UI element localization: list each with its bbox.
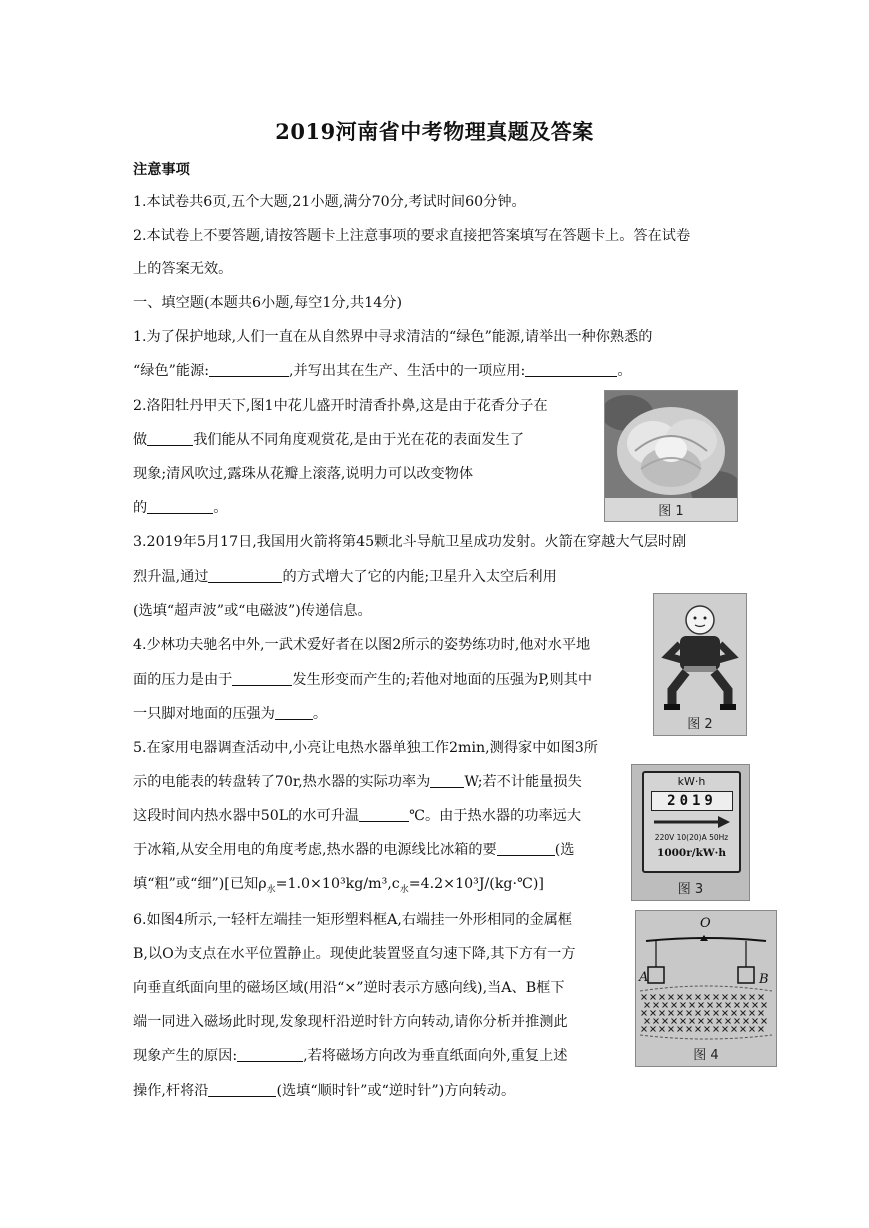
field-cross-icon: [687, 1011, 692, 1016]
field-cross-icon: [723, 1027, 728, 1032]
notice-item-2b: 上的答案无效。: [133, 261, 233, 277]
q6-line-5: [133, 1046, 568, 1066]
field-cross-icon: [660, 1011, 665, 1016]
field-cross-icon: [699, 1003, 704, 1008]
q3-text-b: 的方式增大了它的内能;卫星升入太空后利用: [282, 569, 557, 585]
q4-blank-2[interactable]: [275, 705, 313, 720]
meter-face: [642, 771, 741, 873]
field-cross-icon: [678, 1027, 683, 1032]
frame-b-icon: [738, 967, 754, 983]
field-cross-icon: [732, 1011, 737, 1016]
q2-line-3: 现象;清风吹过,露珠从花瓣上滚落,说明力可以改变物体: [133, 466, 474, 482]
q1-text-c: 。: [617, 363, 632, 379]
field-cross-icon: [744, 1019, 749, 1024]
field-cross-icon: [744, 1003, 749, 1008]
field-cross-icon: [750, 1027, 755, 1032]
field-cross-icon: [732, 995, 737, 1000]
q3-line-3: (选填“超声波”或“电磁波”)传递信息。: [133, 603, 372, 619]
page-title: 2019河南省中考物理真题及答案: [275, 119, 594, 144]
q5-text-h: =1.0×10³kg/m³,c: [275, 876, 400, 892]
field-cross-icon: [753, 1019, 758, 1024]
field-cross-icon: [762, 1019, 767, 1024]
q5-text-b: W;若不计能量损失: [464, 774, 582, 790]
field-cross-icon: [687, 995, 692, 1000]
field-cross-icon: [642, 1027, 647, 1032]
q5-text-f: (选: [554, 842, 575, 858]
figure-1-caption: 图 1: [605, 498, 737, 521]
field-cross-icon: [735, 1019, 740, 1024]
field-cross-icon: [708, 1003, 713, 1008]
field-cross-icon: [708, 1019, 713, 1024]
field-cross-icon: [642, 995, 647, 1000]
frame-a-icon: [648, 967, 664, 983]
field-cross-icon: [726, 1019, 731, 1024]
q5-text-d: ℃。由于热水器的功率远大: [409, 808, 582, 824]
lever-diagram: [636, 911, 776, 1066]
figure-1-peony: [604, 390, 738, 522]
q6-blank-2[interactable]: [208, 1082, 276, 1097]
field-cross-icon: [723, 995, 728, 1000]
q5-text-a: 示的电能表的转盘转了70r,热水器的实际功率为: [133, 774, 431, 790]
q6-line-3: 向垂直纸面向里的磁场区域(用沿“×”逆时表示方感向线),当A、B框下: [133, 980, 565, 996]
q5-blank-2[interactable]: [359, 807, 409, 822]
field-cross-icon: [678, 995, 683, 1000]
field-cross-icon: [696, 1011, 701, 1016]
q2-blank-1[interactable]: [147, 431, 193, 446]
q6-line-6: [133, 1081, 515, 1101]
field-cross-icon: [705, 995, 710, 1000]
q5-text-i: =4.2×10³J/(kg·℃)]: [408, 876, 544, 892]
q4-line-2: [133, 670, 592, 690]
field-cross-icon: [750, 1011, 755, 1016]
field-cross-icon: [660, 1027, 665, 1032]
figure-4-lever-magnetic-field: [635, 910, 777, 1067]
label-o: O: [700, 916, 711, 931]
q1-text-b: ,并写出其在生产、生活中的一项应用:: [289, 363, 526, 379]
field-cross-icon: [672, 1019, 677, 1024]
label-b: B: [759, 972, 769, 987]
q4-line-3: [133, 704, 327, 724]
q1-text-a: “绿色”能源:: [133, 363, 210, 379]
q5-text-e: 于冰箱,从安全用电的角度考虑,热水器的电源线比冰箱的要: [133, 842, 497, 858]
q6-blank-1[interactable]: [237, 1047, 303, 1062]
field-cross-icon: [651, 995, 656, 1000]
field-cross-icon: [651, 1011, 656, 1016]
q1-line-2: [133, 361, 632, 381]
field-cross-icon: [699, 1019, 704, 1024]
field-cross-icon: [741, 1027, 746, 1032]
q2-text-b: 我们能从不同角度观赏花,是由于光在花的表面发生了: [193, 432, 525, 448]
field-cross-icon: [726, 1003, 731, 1008]
field-cross-icon: [654, 1019, 659, 1024]
q1-blank-1[interactable]: [209, 362, 289, 377]
field-cross-icon: [660, 995, 665, 1000]
field-cross-icon: [642, 1011, 647, 1016]
q1-blank-2[interactable]: [525, 362, 617, 377]
field-cross-icon: [762, 1003, 767, 1008]
q6-line-1: 6.如图4所示,一轻杆左端挂一矩形塑料框A,右端挂一外形相同的金属框: [133, 912, 573, 928]
notice-item-2a: 2.本试卷上不要答题,请按答题卡上注意事项的要求直接把答案填写在答题卡上。答在试卷: [133, 228, 691, 244]
field-cross-icon: [690, 1003, 695, 1008]
figure-2-martial-artist: [653, 593, 747, 736]
field-cross-icon: [759, 1027, 764, 1032]
field-cross-icon: [690, 1019, 695, 1024]
figure-3-electricity-meter: [631, 764, 750, 901]
field-cross-icon: [750, 995, 755, 1000]
field-cross-icon: [645, 1003, 650, 1008]
field-cross-icon: [687, 1027, 692, 1032]
field-cross-icon: [759, 995, 764, 1000]
field-cross-icon: [651, 1027, 656, 1032]
q5-text-g: 填“粗”或“细”)[已知ρ: [133, 876, 267, 892]
q5-line-3: [133, 806, 581, 826]
q4-text-d: 。: [312, 706, 328, 722]
field-cross-icon: [717, 1019, 722, 1024]
notice-heading: 注意事项: [133, 162, 190, 178]
field-cross-icon: [714, 995, 719, 1000]
field-cross-icon: [732, 1027, 737, 1032]
field-cross-icon: [741, 1011, 746, 1016]
q3-line-1: 3.2019年5月17日,我国用火箭将第45颗北斗导航卫星成功发射。火箭在穿越大气层时剧: [133, 534, 687, 550]
meter-spec: 220V 10(20)A 50Hz: [654, 833, 729, 842]
q6-text-c: 操作,杆将沿: [133, 1083, 209, 1099]
q2-text-c: 的: [133, 500, 148, 516]
q5-line-4: [133, 840, 574, 860]
q4-blank-1[interactable]: [232, 671, 292, 686]
q3-line-2: [133, 567, 557, 587]
field-cross-icon: [714, 1027, 719, 1032]
q5-sub-water-1: 水: [266, 884, 276, 895]
field-cross-icon: [681, 1003, 686, 1008]
q2-line-1: 2.洛阳牡丹甲天下,图1中花儿盛开时清香扑鼻,这是由于花香分子在: [133, 398, 548, 414]
field-cross-icon: [741, 995, 746, 1000]
q4-text-a: 面的压力是由于: [133, 672, 233, 688]
q2-text-d: 。: [213, 500, 228, 516]
meter-digits: 2019: [651, 791, 733, 811]
q5-blank-1[interactable]: [430, 773, 464, 788]
q6-text-b: ,若将磁场方向改为垂直纸面向外,重复上述: [303, 1048, 568, 1064]
field-cross-icon: [696, 1027, 701, 1032]
magnetic-field-crosses: [642, 995, 767, 1032]
q5-sub-water-2: 水: [399, 884, 409, 895]
field-cross-icon: [714, 1011, 719, 1016]
notice-item-1: 1.本试卷共6页,五个大题,21小题,满分70分,考试时间60分钟。: [133, 194, 526, 210]
field-cross-icon: [672, 1003, 677, 1008]
field-cross-icon: [669, 995, 674, 1000]
q5-line-5: [133, 874, 544, 900]
q1-line-1: 1.为了保护地球,人们一直在从自然界中寻求清洁的“绿色”能源,请举出一种你熟悉的: [133, 329, 653, 345]
field-cross-icon: [663, 1019, 668, 1024]
field-cross-icon: [681, 1019, 686, 1024]
q2-blank-2[interactable]: [147, 499, 213, 514]
figure-4-caption: 图 4: [693, 1048, 719, 1063]
q4-line-1: 4.少林功夫驰名中外,一武术爱好者在以图2所示的姿势练功时,他对水平地: [133, 637, 591, 653]
field-cross-icon: [723, 1011, 728, 1016]
label-a: A: [639, 970, 649, 985]
q5-line-1: 5.在家用电器调查活动中,小亮让电热水器单独工作2min,测得家中如图3所: [133, 740, 598, 756]
figure-2-caption: 图 2: [687, 717, 713, 732]
q2-text-a: 做: [133, 432, 148, 448]
meter-unit-label: kW·h: [677, 775, 706, 788]
field-cross-icon: [717, 1003, 722, 1008]
q2-line-4: [133, 498, 227, 518]
meter-rate: 1000r/kW·h: [657, 847, 726, 859]
q3-text-a: 烈升温,通过: [133, 569, 209, 585]
field-cross-icon: [654, 1003, 659, 1008]
q4-text-b: 发生形变而产生的;若他对地面的压强为P,则其中: [292, 672, 593, 688]
figure-3-caption: 图 3: [677, 882, 704, 897]
meter-dial-arrow-icon: [652, 815, 732, 829]
section-1-heading: 一、填空题(本题共6小题,每空1分,共14分): [133, 295, 403, 311]
q6-line-4: 端一同进入磁场此时现,发象现杆沿逆时针方向转动,请你分析并推测此: [133, 1014, 568, 1030]
field-cross-icon: [696, 995, 701, 1000]
field-cross-icon: [705, 1027, 710, 1032]
q4-text-c: 一只脚对地面的压强为: [133, 706, 275, 722]
q5-text-c: 这段时间内热水器中50L的水可升温: [133, 808, 360, 824]
q6-text-a: 现象产生的原因:: [133, 1048, 238, 1064]
field-cross-icon: [678, 1011, 683, 1016]
field-cross-icon: [663, 1003, 668, 1008]
field-cross-icon: [753, 1003, 758, 1008]
q2-line-2: [133, 430, 524, 450]
field-cross-icon: [669, 1011, 674, 1016]
q6-text-d: (选填“顺时针”或“逆时针”)方向转动。: [276, 1083, 516, 1099]
q5-blank-3[interactable]: [497, 841, 555, 856]
field-cross-icon: [705, 1011, 710, 1016]
field-cross-icon: [669, 1027, 674, 1032]
field-cross-icon: [759, 1011, 764, 1016]
q3-blank-1[interactable]: [208, 568, 282, 583]
q6-line-2: B,以O为支点在水平位置静止。现使此装置竖直匀速下降,其下方有一方: [133, 946, 576, 962]
field-cross-icon: [735, 1003, 740, 1008]
field-cross-icon: [645, 1019, 650, 1024]
q5-line-2: [133, 772, 582, 792]
